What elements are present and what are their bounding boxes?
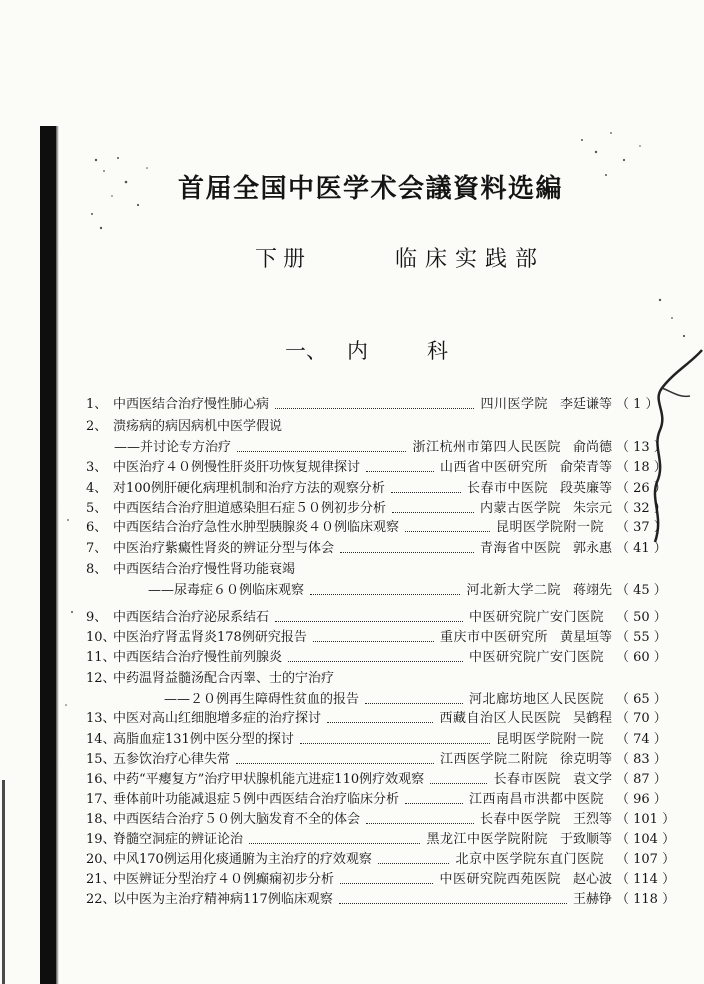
entry-institution: 长春中医学院 bbox=[479, 812, 561, 827]
entry-institution: 昆明医学院附一院 bbox=[495, 732, 604, 747]
entry-author: 俞荣青等 bbox=[559, 460, 612, 475]
entry-title: 中西医结合治疗慢性肺心病 bbox=[113, 397, 270, 412]
toc-entry bbox=[86, 419, 670, 435]
entry-number: 7、 bbox=[86, 541, 108, 556]
entry-institution: 中医研究院广安门医院 bbox=[468, 610, 604, 625]
dot-leader bbox=[391, 492, 461, 493]
entry-page-number: （ 87 ） bbox=[616, 772, 667, 787]
entry-page-number: （ 41 ） bbox=[616, 541, 667, 556]
entry-institution: 浙江杭州市第四人民医院 bbox=[412, 440, 561, 455]
toc-entry bbox=[86, 852, 676, 868]
entry-page-number: （ 70 ） bbox=[616, 711, 667, 726]
entry-institution: 江西南昌市洪都中医院 bbox=[468, 792, 604, 807]
entry-author: 段英廉等 bbox=[559, 481, 612, 496]
entry-page-number: （ 96 ） bbox=[616, 792, 667, 807]
entry-number: 19、 bbox=[86, 832, 116, 847]
entry-institution: 江西医学院二附院 bbox=[439, 752, 548, 767]
dot-leader bbox=[327, 722, 433, 723]
entry-title: 高脂血症131例中医分型的探讨 bbox=[113, 732, 294, 747]
entry-number: 15、 bbox=[86, 752, 116, 767]
dot-leader bbox=[275, 621, 463, 622]
entry-page-number: （ 114 ） bbox=[616, 872, 676, 887]
entry-institution: 黑龙江中医学院附院 bbox=[426, 832, 548, 847]
entry-number: 1、 bbox=[86, 397, 108, 412]
entry-title: 中医对高山红细胞增多症的治疗探讨 bbox=[113, 711, 322, 726]
dot-leader bbox=[430, 783, 487, 784]
entry-number: 4、 bbox=[86, 481, 108, 496]
toc-entry bbox=[86, 832, 676, 848]
entry-page-number: （ 50 ） bbox=[616, 610, 667, 625]
entry-author: 于致顺等 bbox=[559, 832, 612, 847]
toc-entry bbox=[86, 501, 670, 517]
entry-page-number: （ 104 ） bbox=[616, 832, 676, 847]
entry-institution: 河北新大学二院 bbox=[466, 583, 561, 598]
entry-page-number: （ 74 ） bbox=[616, 732, 667, 747]
toc-entry bbox=[86, 541, 670, 557]
entry-number: 13、 bbox=[86, 711, 116, 726]
section-number: 一、 bbox=[285, 339, 327, 363]
entry-title: 中医治疗４０例慢性肝炎肝功恢复规律探讨 bbox=[113, 460, 361, 475]
entry-number: 17、 bbox=[86, 792, 116, 807]
dot-leader bbox=[310, 594, 460, 595]
entry-institution: 中医研究院西苑医院 bbox=[439, 872, 561, 887]
entry-institution: 中医研究院广安门医院 bbox=[468, 650, 604, 665]
toc-entry bbox=[86, 520, 670, 536]
part-title: 临床实践部 bbox=[395, 247, 546, 272]
toc-entry bbox=[86, 460, 670, 476]
entry-page-number: （ 55 ） bbox=[616, 630, 667, 645]
entry-number: 14、 bbox=[86, 732, 116, 747]
dot-leader bbox=[340, 883, 433, 884]
entry-institution: 青海省中医院 bbox=[479, 541, 561, 556]
entry-number: 16、 bbox=[86, 772, 116, 787]
entry-institution: 长春市医院 bbox=[493, 772, 561, 787]
entry-author: 赵心波 bbox=[572, 872, 612, 887]
toc-entry bbox=[86, 397, 670, 413]
entry-subtitle: ——尿毒症６０例临床观察 bbox=[148, 583, 305, 598]
entry-institution: 四川医学院 bbox=[480, 397, 548, 412]
entry-page-number: （ 26 ） bbox=[616, 481, 667, 496]
toc-entry bbox=[86, 752, 670, 768]
toc-entry bbox=[86, 812, 676, 828]
entry-page-number: （ 107 ） bbox=[616, 852, 676, 867]
toc-entry bbox=[86, 792, 670, 808]
book-title: 首届全国中医学术会議資料选編 bbox=[178, 174, 564, 204]
entry-page-number: （ 18 ） bbox=[616, 460, 667, 475]
dot-leader bbox=[237, 451, 406, 452]
dot-leader bbox=[392, 512, 474, 513]
entry-subtitle: ——并讨论专方治疗 bbox=[114, 440, 232, 455]
entry-number: 21、 bbox=[86, 872, 116, 887]
entry-subtitle: ——２０例再生障碍性贫血的报告 bbox=[164, 692, 360, 707]
entry-author: 李廷谦等 bbox=[559, 397, 612, 412]
entry-author: 郭永惠 bbox=[572, 541, 612, 556]
entry-title: 中西医结合治疗胆道感染胆石症５０例初步分析 bbox=[113, 501, 387, 516]
entry-page-number: （ 83 ） bbox=[616, 752, 667, 767]
dot-leader bbox=[288, 661, 463, 662]
toc-entry bbox=[86, 562, 670, 578]
entry-author: 徐克明等 bbox=[559, 752, 612, 767]
entry-number: 3、 bbox=[86, 460, 108, 475]
entry-number: 18、 bbox=[86, 812, 116, 827]
entry-author: 吴鹤程 bbox=[572, 711, 612, 726]
dot-leader bbox=[366, 471, 434, 472]
entry-number: 8、 bbox=[86, 562, 108, 577]
entry-number: 5、 bbox=[86, 501, 108, 516]
entry-author: 蒋翊先 bbox=[572, 583, 612, 598]
dot-leader bbox=[339, 903, 567, 904]
entry-title: 五参饮治疗心律失常 bbox=[113, 752, 231, 767]
entry-title: 中医治疗肾盂肾炎178例研究报告 bbox=[113, 630, 307, 645]
entry-title: 脊髓空洞症的辨证论治 bbox=[113, 832, 244, 847]
entry-title: 中药温肾益髓汤配合丙睾、士的宁治疗 bbox=[113, 671, 335, 686]
entry-title: 中西医结合治疗慢性肾功能衰竭 bbox=[113, 562, 296, 577]
toc-entry bbox=[86, 892, 676, 908]
toc-entry bbox=[86, 650, 670, 666]
toc-entry bbox=[86, 732, 670, 748]
volume-label: 下册 bbox=[255, 247, 312, 272]
entry-institution: 重庆市中医研究所 bbox=[439, 630, 548, 645]
toc-entry-continuation bbox=[86, 440, 670, 456]
dot-leader bbox=[300, 743, 490, 744]
entry-number: 2、 bbox=[86, 419, 108, 434]
entry-author: 朱宗元 bbox=[572, 501, 612, 516]
entry-page-number: （ 45 ） bbox=[616, 583, 667, 598]
entry-institution: 北京中医学院东直门医院 bbox=[455, 852, 604, 867]
entry-title: 中西医结合治疗泌尿系结石 bbox=[113, 610, 270, 625]
entry-page-number: （ 13 ） bbox=[616, 440, 667, 455]
entry-author: 袁文学 bbox=[572, 772, 612, 787]
entry-page-number: （ 65 ） bbox=[616, 692, 667, 707]
dot-leader bbox=[405, 531, 490, 532]
entry-institution: 内蒙古医学院 bbox=[479, 501, 561, 516]
entry-title: 以中医为主治疗精神病117例临床观察 bbox=[113, 892, 333, 907]
entry-page-number: （ 32 ） bbox=[616, 501, 667, 516]
dot-leader bbox=[405, 803, 463, 804]
toc-entry bbox=[86, 610, 670, 626]
entry-institution: 山西省中医研究所 bbox=[439, 460, 548, 475]
entry-institution: 昆明医学院附一院 bbox=[495, 520, 604, 535]
entry-author: 王烈等 bbox=[572, 812, 612, 827]
entry-title: 中西医结合治疗５０例大脑发育不全的体会 bbox=[113, 812, 361, 827]
entry-title: 中医辨证分型治疗４０例癫痫初步分析 bbox=[113, 872, 335, 887]
dot-leader bbox=[366, 823, 474, 824]
dot-leader bbox=[378, 863, 450, 864]
dot-leader bbox=[236, 763, 434, 764]
entry-number: 22、 bbox=[86, 892, 116, 907]
entry-number: 9、 bbox=[86, 610, 108, 625]
entry-page-number: （ 37 ） bbox=[616, 520, 667, 535]
entry-title: 中医治疗紫癜性肾炎的辨证分型与体会 bbox=[113, 541, 335, 556]
entry-page-number: （ 101 ） bbox=[616, 812, 676, 827]
toc-entry bbox=[86, 671, 670, 687]
toc-entry bbox=[86, 481, 670, 497]
entry-number: 10、 bbox=[86, 630, 116, 645]
dot-leader bbox=[340, 552, 474, 553]
entry-author: 王赫铮 bbox=[572, 892, 612, 907]
entry-author: 黄星垣等 bbox=[559, 630, 612, 645]
entry-page-number: （ 1 ） bbox=[616, 397, 659, 412]
toc-entry bbox=[86, 772, 670, 788]
entry-page-number: （ 60 ） bbox=[616, 650, 667, 665]
section-title: 内科 bbox=[347, 339, 507, 363]
entry-number: 6、 bbox=[86, 520, 108, 535]
entry-institution: 西藏自治区人民医院 bbox=[439, 711, 561, 726]
entry-title: 对100例肝硬化病理机制和治疗方法的观察分析 bbox=[113, 481, 385, 496]
dot-leader bbox=[365, 703, 463, 704]
entry-title: 溃疡病的病因病机中医学假说 bbox=[113, 419, 283, 434]
entry-title: 中西医结合治疗急性水肿型胰腺炎４０例临床观察 bbox=[113, 520, 400, 535]
entry-number: 20、 bbox=[86, 852, 116, 867]
entry-institution: 长春市中医院 bbox=[466, 481, 548, 496]
dot-leader bbox=[249, 843, 420, 844]
dot-leader bbox=[313, 641, 434, 642]
entry-author: 俞尚德 bbox=[572, 440, 612, 455]
dot-leader bbox=[275, 408, 474, 409]
entry-number: 12、 bbox=[86, 671, 116, 686]
toc-entry bbox=[86, 872, 676, 888]
entry-number: 11、 bbox=[86, 650, 116, 665]
toc-entry bbox=[86, 711, 670, 727]
toc-entry-continuation bbox=[86, 583, 670, 599]
entry-title: 垂体前叶功能减退症５例中西医结合治疗临床分析 bbox=[113, 792, 400, 807]
entry-title: 中风170例运用化痰通腑为主治疗的疗效观察 bbox=[113, 852, 372, 867]
entry-title: 中西医结合治疗慢性前列腺炎 bbox=[113, 650, 283, 665]
entry-institution: 河北廊坊地区人民医院 bbox=[468, 692, 604, 707]
entry-page-number: （ 118 ） bbox=[616, 892, 676, 907]
toc-entry bbox=[86, 630, 670, 646]
entry-title: 中药“平瘿复方”治疗甲状腺机能亢进症110例疗效观察 bbox=[113, 772, 425, 787]
toc-entry-continuation bbox=[86, 692, 670, 708]
